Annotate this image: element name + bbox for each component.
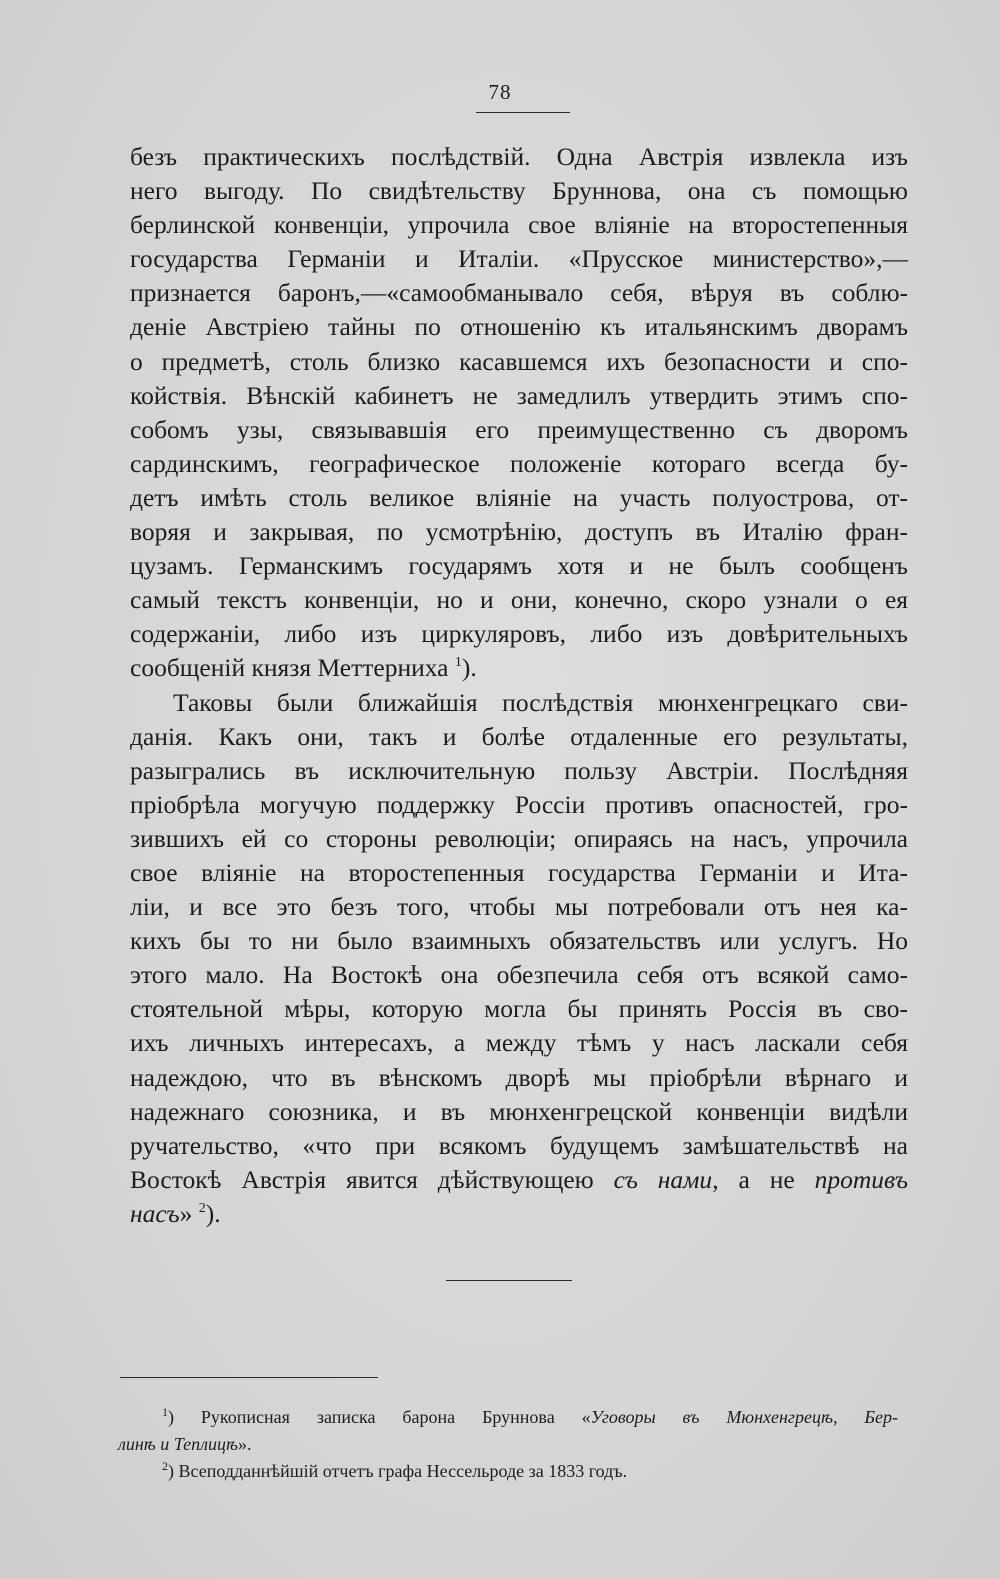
footnote-1 [118, 1404, 898, 1431]
text-line: государства Германіи и Италіи. «Прусское министерство»,— [130, 244, 908, 274]
page-number-underline [476, 112, 570, 113]
paragraph-2 [130, 686, 908, 1232]
text-line [130, 1163, 908, 1197]
footnote-ref-2[interactable]: 2 [198, 1200, 206, 1216]
text-line: о предметѣ, столь близко касавшемся ихъ безопасности и спо- [130, 346, 908, 376]
footnote-2 [118, 1458, 898, 1485]
text-line: надеждою, что въ вѣнскомъ дворѣ мы пріобрѣли вѣрнаго и [130, 1062, 908, 1092]
page-number: 78 [488, 80, 512, 104]
text-line: свое вліяніе на второстепенныя государства Германіи и Ита- [130, 857, 908, 887]
footnote-1-continued [118, 1431, 898, 1458]
text-line: содержаніи, либо изъ циркуляровъ, либо изъ довѣрительныхъ [130, 619, 908, 649]
footnote-divider [120, 1377, 378, 1378]
text-line: койствія. Вѣнскій кабинетъ не замедлилъ утвердить этимъ спо- [130, 380, 908, 410]
text-line-content: сообщеній князя Меттерниха [130, 653, 449, 683]
text-line: ліи, и все это безъ того, чтобы мы потребовали отъ нея ка- [130, 892, 908, 922]
text-line: Таковы были ближайшія послѣдствія мюнхенгрецкаго сви- [173, 687, 908, 717]
footnote-marker: 1 [162, 1405, 168, 1419]
text-line [130, 1197, 908, 1231]
text-line-tail: ). [461, 653, 477, 683]
italic-fragment: противъ [814, 1164, 908, 1194]
footnote-text: ) Всеподданнѣйшій отчетъ графа Нессельроде за 1833 годъ. [168, 1461, 628, 1481]
italic-fragment: насъ [130, 1198, 180, 1228]
text-line: самый текстъ конвенціи, но и они, конечно, скоро узнали о ея [130, 585, 908, 615]
text-line: пріобрѣла могучую поддержку Россіи противъ опасностей, гро- [130, 789, 908, 819]
text-fragment: Востокѣ Австрія явится дѣйствующею [130, 1164, 614, 1194]
text-line: деніе Австріею тайны по отношенію къ итальянскимъ дворамъ [130, 312, 908, 342]
footnote-ref-1[interactable]: 1 [454, 655, 462, 671]
text-fragment: , а не [712, 1164, 815, 1194]
text-line: данія. Какъ они, такъ и болѣе отдаленные его результаты, [130, 721, 908, 751]
text-line: надежнаго союзника, и въ мюнхенгрецской конвенціи видѣли [130, 1096, 908, 1126]
text-line: берлинской конвенціи, упрочила свое вліяніе на второстепенныя [130, 210, 908, 240]
text-line: ихъ личныхъ интересахъ, а между тѣмъ у насъ ласкали себя [130, 1028, 908, 1058]
text-line: детъ имѣть столь великое вліяніе на участь полуострова, от- [130, 482, 908, 512]
text-line: этого мало. На Востокѣ она обезпечила себя отъ всякой само- [130, 960, 908, 990]
paragraph-1 [130, 140, 908, 686]
footnote-italic: линѣ и Теплицѣ [118, 1434, 238, 1454]
text-line: цузамъ. Германскимъ государямъ хотя и не былъ сообщенъ [130, 551, 908, 581]
text-line: него выгоду. По свидѣтельству Бруннова, она съ помощью [130, 176, 908, 206]
italic-fragment: съ нами [613, 1164, 713, 1194]
text-line: собомъ узы, связывавшія его преимущественно съ дворомъ [130, 414, 908, 444]
text-line: стоятельной мѣры, которую могла бы принять Россія въ сво- [130, 994, 908, 1024]
text-fragment: ). [205, 1198, 221, 1228]
text-line: кихъ бы то ни было взаимныхъ обязательствъ или услугъ. Но [130, 926, 908, 956]
text-line: безъ практическихъ послѣдствій. Одна Австрія извлекла изъ [130, 142, 908, 171]
footnote-text: ) Рукописная записка барона Бруннова « [168, 1407, 591, 1427]
section-divider [446, 1280, 572, 1281]
text-line [130, 651, 908, 685]
text-line: ручательство, «что при всякомъ будущемъ замѣшательствѣ на [130, 1130, 908, 1160]
text-line: разыгрались въ исключительную пользу Австріи. Послѣдняя [130, 755, 908, 785]
text-line: сардинскимъ, географическое положеніе котораго всегда бу- [130, 448, 908, 478]
text-line: признается баронъ,—«самообманывало себя, вѣруя въ соблю- [130, 278, 908, 308]
body-text [130, 140, 908, 1231]
text-fragment: » [179, 1198, 193, 1228]
footnote-marker: 2 [162, 1459, 168, 1473]
text-line: воряя и закрывая, по усмотрѣнію, доступъ въ Италію фран- [130, 517, 908, 547]
footnote-italic: Уговоры въ Мюнхенгрецѣ, Бер- [590, 1407, 898, 1427]
footnote-text: ». [238, 1434, 252, 1454]
text-line: зившихъ ей со стороны революціи; опираясь на насъ, упрочила [130, 823, 908, 853]
footnotes [118, 1404, 898, 1485]
